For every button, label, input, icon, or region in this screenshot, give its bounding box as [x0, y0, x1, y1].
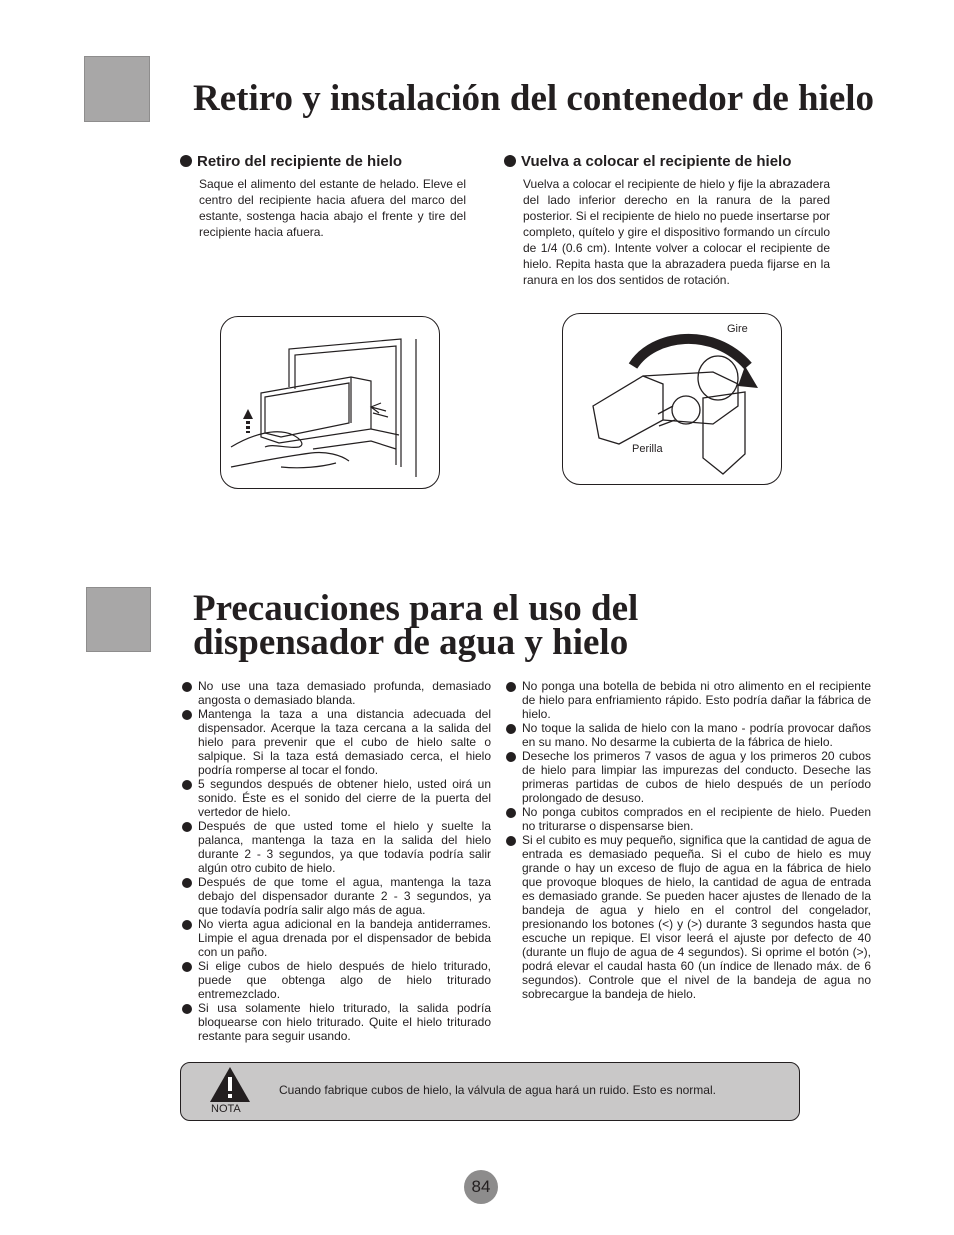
precaution-text: 5 segundos después de obtener hielo, usted oirá un sonido. Éste es el sonido del cierre de la puerta del vertedor de hielo. [198, 777, 491, 819]
precaution-item [182, 917, 491, 959]
precaution-text: Después de que usted tome el hielo y suelte la palanca, mantenga la taza en la salida del hielo durante 2 - 3 segundos, ya que todavía podría salir algún otro cubito de hielo. [198, 819, 491, 875]
precaution-text: No toque la salida de hielo con la mano - podría provocar daños en su mano. No desarme la cubierta de la fábrica de hielo. [522, 721, 871, 749]
bullet-icon [182, 878, 192, 888]
figure-remove-ice-bin [220, 316, 440, 489]
label-knob: Perilla [632, 443, 663, 455]
precaution-item [506, 833, 871, 1001]
precaution-item [182, 777, 491, 819]
precautions-list-left [182, 679, 491, 1043]
note-box [180, 1062, 800, 1121]
precaution-item [182, 1001, 491, 1043]
subheading-remove-bin-text: Retiro del recipiente de hielo [197, 153, 403, 170]
bullet-icon [506, 808, 516, 818]
note-text: Cuando fabrique cubos de hielo, la válvula de agua hará un ruido. Esto es normal. [279, 1083, 716, 1097]
precaution-text: Deseche los primeros 7 vasos de agua y los primeros 20 cubos de hielo para limpiar las impurezas del conducto. Deseche las primeras partidas de cubos de hielo después de un período prolongado de desuso. [522, 749, 871, 805]
precaution-item [182, 679, 491, 707]
precaution-text: Si el cubito es muy pequeño, significa que la cantidad de agua de entrada es demasiado pequeña. Si el cubo de hielo es muy grande o hay un exceso de flujo de agua en la fábrica de hielo que provoque bloques de hielo, la cantidad de agua de entrada es demasiado grande. Se pueden hacer ajustes de llenado de la bandeja de agua y hielo en el control del congelador, presionando los botones (<) y (>) durante 3 segundos hasta que escuche un repique. El visor leerá el ajuste por defecto de 40 (durante un flujo de agua de 4 segundos). Si oprime el botón (>), podrá elevar el caudal hasta 60 (un índice de llenado máx. de 6 segundos). Controle que el nivel de la bandeja de agua no sobrecargue la bandeja de hielo. [522, 833, 871, 1001]
bullet-icon [506, 836, 516, 846]
bullet-icon [180, 155, 192, 167]
precaution-text: No ponga una botella de bebida ni otro alimento en el recipiente de hielo para enfriamiento rápido. Esto podría dañar la fábrica de hielo. [522, 679, 871, 721]
precaution-item [182, 819, 491, 875]
bullet-icon [182, 1004, 192, 1014]
precaution-item [182, 875, 491, 917]
knob-rotation-illustration [563, 314, 781, 484]
precaution-item [506, 805, 871, 833]
precautions-list-right [506, 679, 871, 1001]
precaution-text: Mantenga la taza a una distancia adecuada del dispensador. Acerque la taza cercana a la salida del hielo para prevenir que el cubo de hielo salte o salpique. Si la taza está demasiado cerca, el hielo podría romperse al tocar el fondo. [198, 707, 491, 777]
precaution-item [182, 707, 491, 777]
bullet-icon [182, 682, 192, 692]
precaution-text: No vierta agua adicional en la bandeja antiderrames. Limpie el agua drenada por el dispensador de bebida con un paño. [198, 917, 491, 959]
bullet-icon [182, 920, 192, 930]
subheading-reinstall-bin-text: Vuelva a colocar el recipiente de hielo [521, 153, 792, 170]
section-title-dispenser-precautions: Precauciones para el uso del dispensador de agua y hielo [193, 588, 639, 663]
precaution-text: No use una taza demasiado profunda, demasiado angosta o demasiado blanda. [198, 679, 491, 707]
bullet-icon [182, 962, 192, 972]
bullet-icon [506, 682, 516, 692]
remove-bin-instructions: Saque el alimento del estante de helado. Eleve el centro del recipiente hacia afuera del marco del estante, sostenga hacia abajo el frente y tire del recipiente hacia afuera. [199, 177, 466, 239]
bullet-icon [182, 822, 192, 832]
subheading-remove-bin [180, 153, 402, 171]
note-label: NOTA [211, 1103, 241, 1115]
precaution-item [506, 679, 871, 721]
section-marker-square [86, 587, 151, 652]
figure-rotate-knob [562, 313, 782, 485]
reinstall-bin-instructions: Vuelva a colocar el recipiente de hielo y fije la abrazadera del lado inferior derecho en la ranura de la pared posterior. Si el recipiente de hielo no puede insertarse por completo, quítelo y gire el dispositivo formando un círculo de 1/4 (0.6 cm). Intente volver a colocar el recipiente de hielo. Repita hasta que la abrazadera pueda fijarse en la ranura en los dos sentidos de rotación. [523, 177, 830, 287]
section-marker-square [84, 56, 150, 122]
precaution-text: Si usa solamente hielo triturado, la salida podría bloquearse con hielo triturado. Quite el hielo triturado restante para seguir usando. [198, 1001, 491, 1043]
bullet-icon [506, 724, 516, 734]
precaution-text: Después de que tome el agua, mantenga la taza debajo del dispensador durante 2 - 3 segundos, ya que todavía podría salir algo más de agua. [198, 875, 491, 917]
precaution-text: No ponga cubitos comprados en el recipiente de hielo. Pueden no triturarse o dispensarse bien. [522, 805, 871, 833]
page-number: 84 [464, 1170, 498, 1204]
bullet-icon [506, 752, 516, 762]
ice-bin-removal-illustration [221, 317, 439, 488]
precaution-item [506, 721, 871, 749]
warning-icon [208, 1065, 252, 1105]
label-turn: Gire [727, 323, 748, 335]
bullet-icon [504, 155, 516, 167]
precaution-item [182, 959, 491, 1001]
subheading-reinstall-bin [504, 153, 791, 171]
bullet-icon [182, 710, 192, 720]
precaution-item [506, 749, 871, 805]
precaution-text: Si elige cubos de hielo después de hielo triturado, puede que obtenga algo de hielo triturado entremezclado. [198, 959, 491, 1001]
section-title-ice-bin: Retiro y instalación del contenedor de hielo [193, 78, 875, 119]
bullet-icon [182, 780, 192, 790]
